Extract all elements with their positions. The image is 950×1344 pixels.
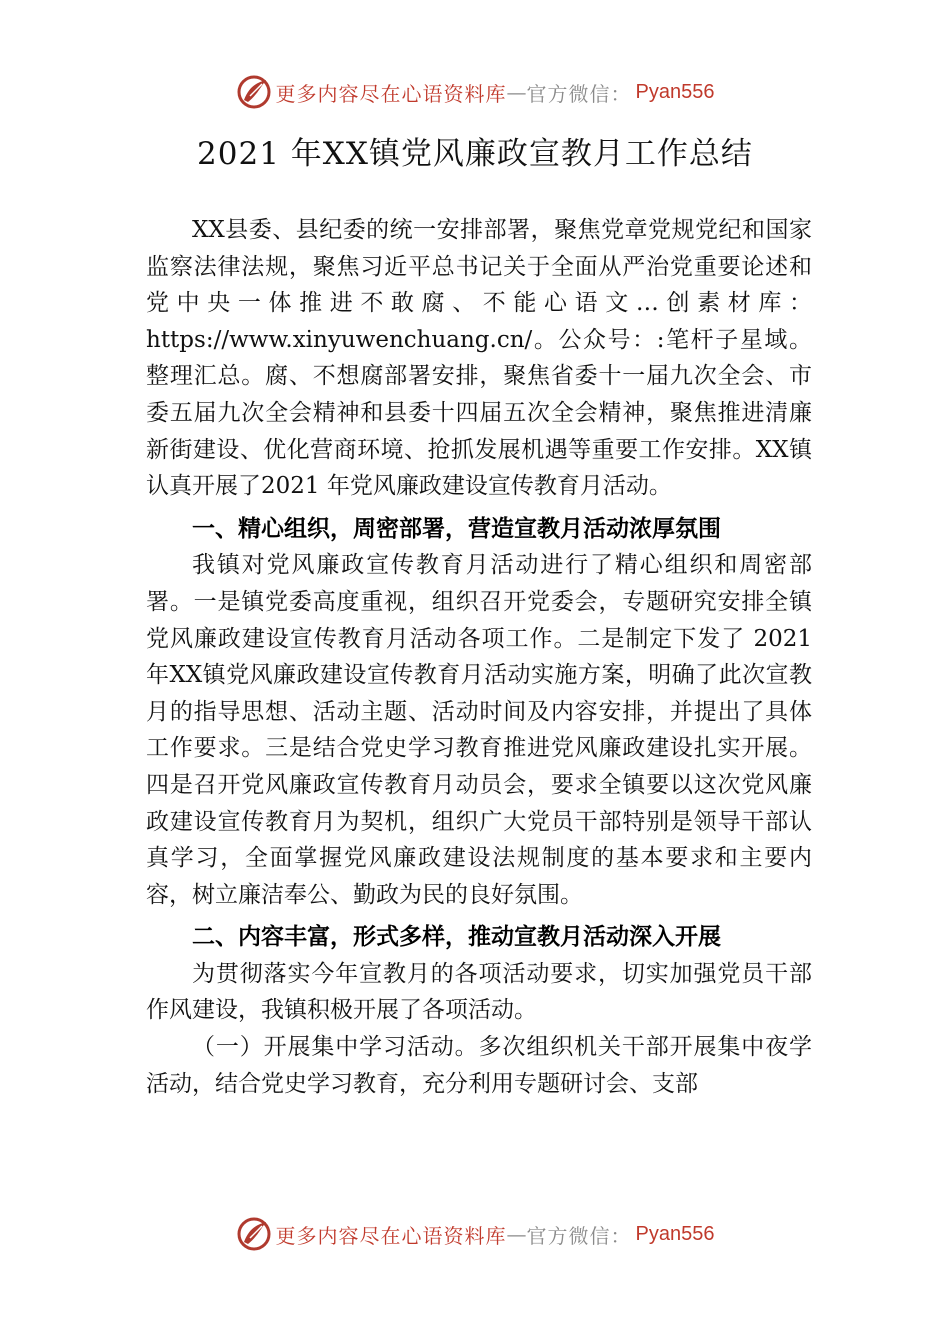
brand-logo-icon [236,74,272,110]
footer-watermark-banner [0,1214,950,1254]
section-2-paragraph: 为贯彻落实今年宣教月的各项活动要求，切实加强党员干部作风建设，我镇积极开展了各项活动。 [146,960,812,1024]
document-title: 2021 年XX镇党风廉政宣教月工作总结 [197,136,753,172]
section-heading-2: 二、内容丰富，形式多样，推动宣教月活动深入开展 [192,924,721,951]
banner-wechat-handle: Pyan556 [635,1222,715,1245]
section-1-paragraph: 我镇对党风廉政宣传教育月活动进行了精心组织和周密部署。一是镇党委高度重视，组织召开党委会，专题研究安排全镇党风廉政建设宣传教育月活动各项工作。二是制定下发了 2021 年XX镇党风廉政建设宣传教育月活动实施方案，明确了此次宣教月的指导思想、活动主题、活动时间及内容安排，并提出了具体工作要求。三是结合党史学习教育推进党风廉政建设扎实开展。四是召开党风廉政宣传教育月动员会，要求全镇要以这次党风廉政建设宣传教育月为契机，组织广大党员干部特别是领导干部认真学习，全面掌握党风廉政建设法规制度的基本要求和主要内容，树立廉洁奉公、勤政为民的良好氛围。 [146,552,812,908]
banner-label: 官方微信： [526,81,632,106]
banner-separator: — [506,1222,527,1246]
banner-wechat-handle: Pyan556 [635,80,715,103]
banner-main-text: 更多内容尽在心语资料库 [275,81,507,106]
document-body [146,212,812,1102]
section-heading-1: 一、精心组织，周密部署，营造宣教月活动浓厚氛围 [192,515,721,542]
intro-paragraph: XX县委、县纪委的统一安排部署，聚焦党章党规党纪和国家监察法律法规，聚焦习近平总书记关于全面从严治党重要论述和党中央一体推进不敢腐、不能心语文…创素材库：https://www.xinyuwenchuang.cn/。公众号：:笔杆子星域。整理汇总。腐、不想腐部署安排，聚焦省委十一届九次全会、市委五届九次全会精神和县委十四届五次全会精神，聚焦推进清廉新街建设、优化营商环境、抢抓发展机遇等重要工作安排。XX镇认真开展了2021 年党风廉政建设宣传教育月活动。 [146,217,812,500]
banner-label: 官方微信： [526,1223,632,1248]
banner-main-text: 更多内容尽在心语资料库 [275,1223,507,1248]
header-watermark-banner [0,72,950,112]
banner-separator: — [506,80,527,104]
brand-logo-icon [236,1216,272,1252]
subsection-1-paragraph: （一）开展集中学习活动。多次组织机关干部开展集中夜学活动，结合党史学习教育，充分利用专题研讨会、支部 [146,1034,812,1097]
